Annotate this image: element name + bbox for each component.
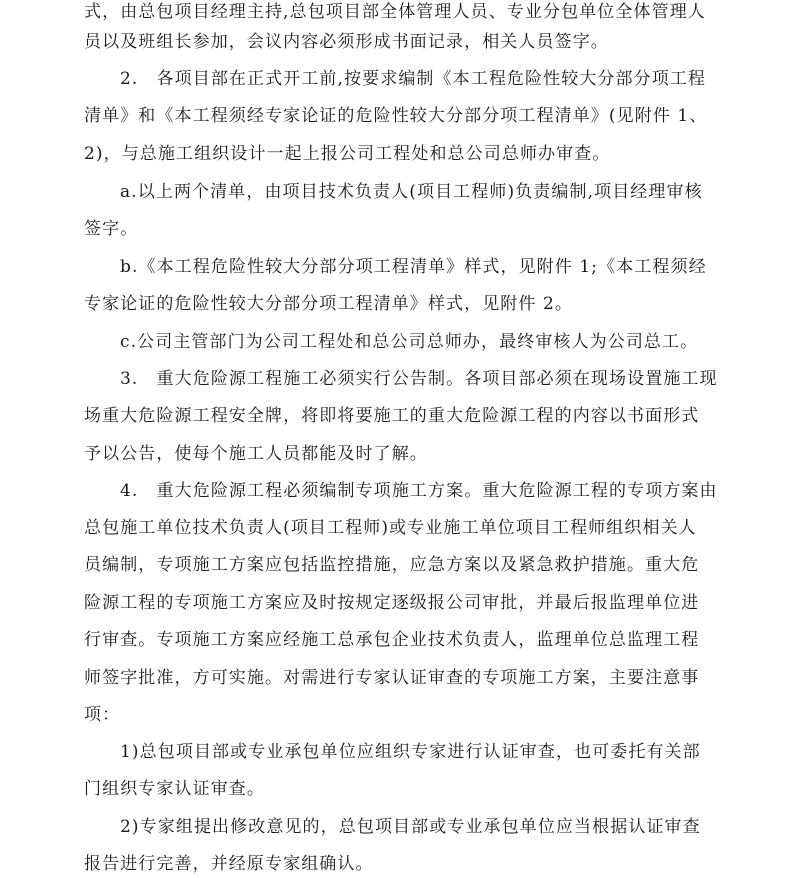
text-line: 项：: [84, 705, 121, 725]
text-line: 3. 重大危险源工程施工必须实行公告制。各项目部必须在现场设置施工现: [120, 369, 718, 389]
text-line: 门组织专家认证审查。: [84, 779, 265, 799]
text-line: 1)总包项目部或专业承包单位应组织专家进行认证审查，也可委托有关部: [120, 742, 701, 762]
text-line: 师签字批准，方可实施。对需进行专家认证审查的专项施工方案，主要注意事: [84, 668, 700, 688]
text-line: 报告进行完善，并经原专家组确认。: [84, 854, 374, 874]
text-line: 专家论证的危险性较大分部分项工程清单》样式，见附件 2。: [84, 294, 574, 314]
text-line: 行审查。专项施工方案应经施工总承包企业技术负责人，监理单位总监理工程: [84, 630, 700, 650]
text-line: 2. 各项目部在正式开工前,按要求编制《本工程危险性较大分部分项工程: [120, 69, 707, 89]
text-line: 员编制，专项施工方案应包括监控措施，应急方案以及紧急救护措施。重大危: [84, 555, 700, 575]
text-line: c.公司主管部门为公司工程处和总公司总师办，最终审核人为公司总工。: [120, 332, 699, 352]
text-line: 签字。: [84, 219, 139, 239]
text-line: 2)专家组提出修改意见的，总包项目部或专业承包单位应当根据认证审查: [120, 817, 701, 837]
text-line: 清单》和《本工程须经专家论证的危险性较大分部分项工程清单》(见附件 1、: [84, 106, 708, 126]
text-line: 式，由总包项目经理主持,总包项目部全体管理人员、专业分包单位全体管理人: [84, 2, 706, 22]
text-line: a.以上两个清单，由项目技术负责人(项目工程师)负责编制,项目经理审核: [120, 182, 703, 202]
text-line: 4. 重大危险源工程必须编制专项施工方案。重大危险源工程的专项方案由: [120, 481, 718, 501]
text-line: 险源工程的专项施工方案应及时按规定逐级报公司审批，并最后报监理单位进: [84, 593, 700, 613]
text-line: 予以公告，使每个施工人员都能及时了解。: [84, 444, 428, 464]
text-line: 场重大危险源工程安全牌，将即将要施工的重大危险源工程的内容以书面形式: [84, 406, 700, 426]
text-line: 2)，与总施工组织设计一起上报公司工程处和总公司总师办审查。: [84, 144, 611, 164]
text-line: b.《本工程危险性较大分部分项工程清单》样式，见附件 1;《本工程须经: [120, 257, 707, 277]
text-line: 员以及班组长参加，会议内容必须形成书面记录，相关人员签字。: [84, 32, 609, 52]
text-line: 总包施工单位技术负责人(项目工程师)或专业施工单位项目工程师组织相关人: [84, 518, 697, 538]
